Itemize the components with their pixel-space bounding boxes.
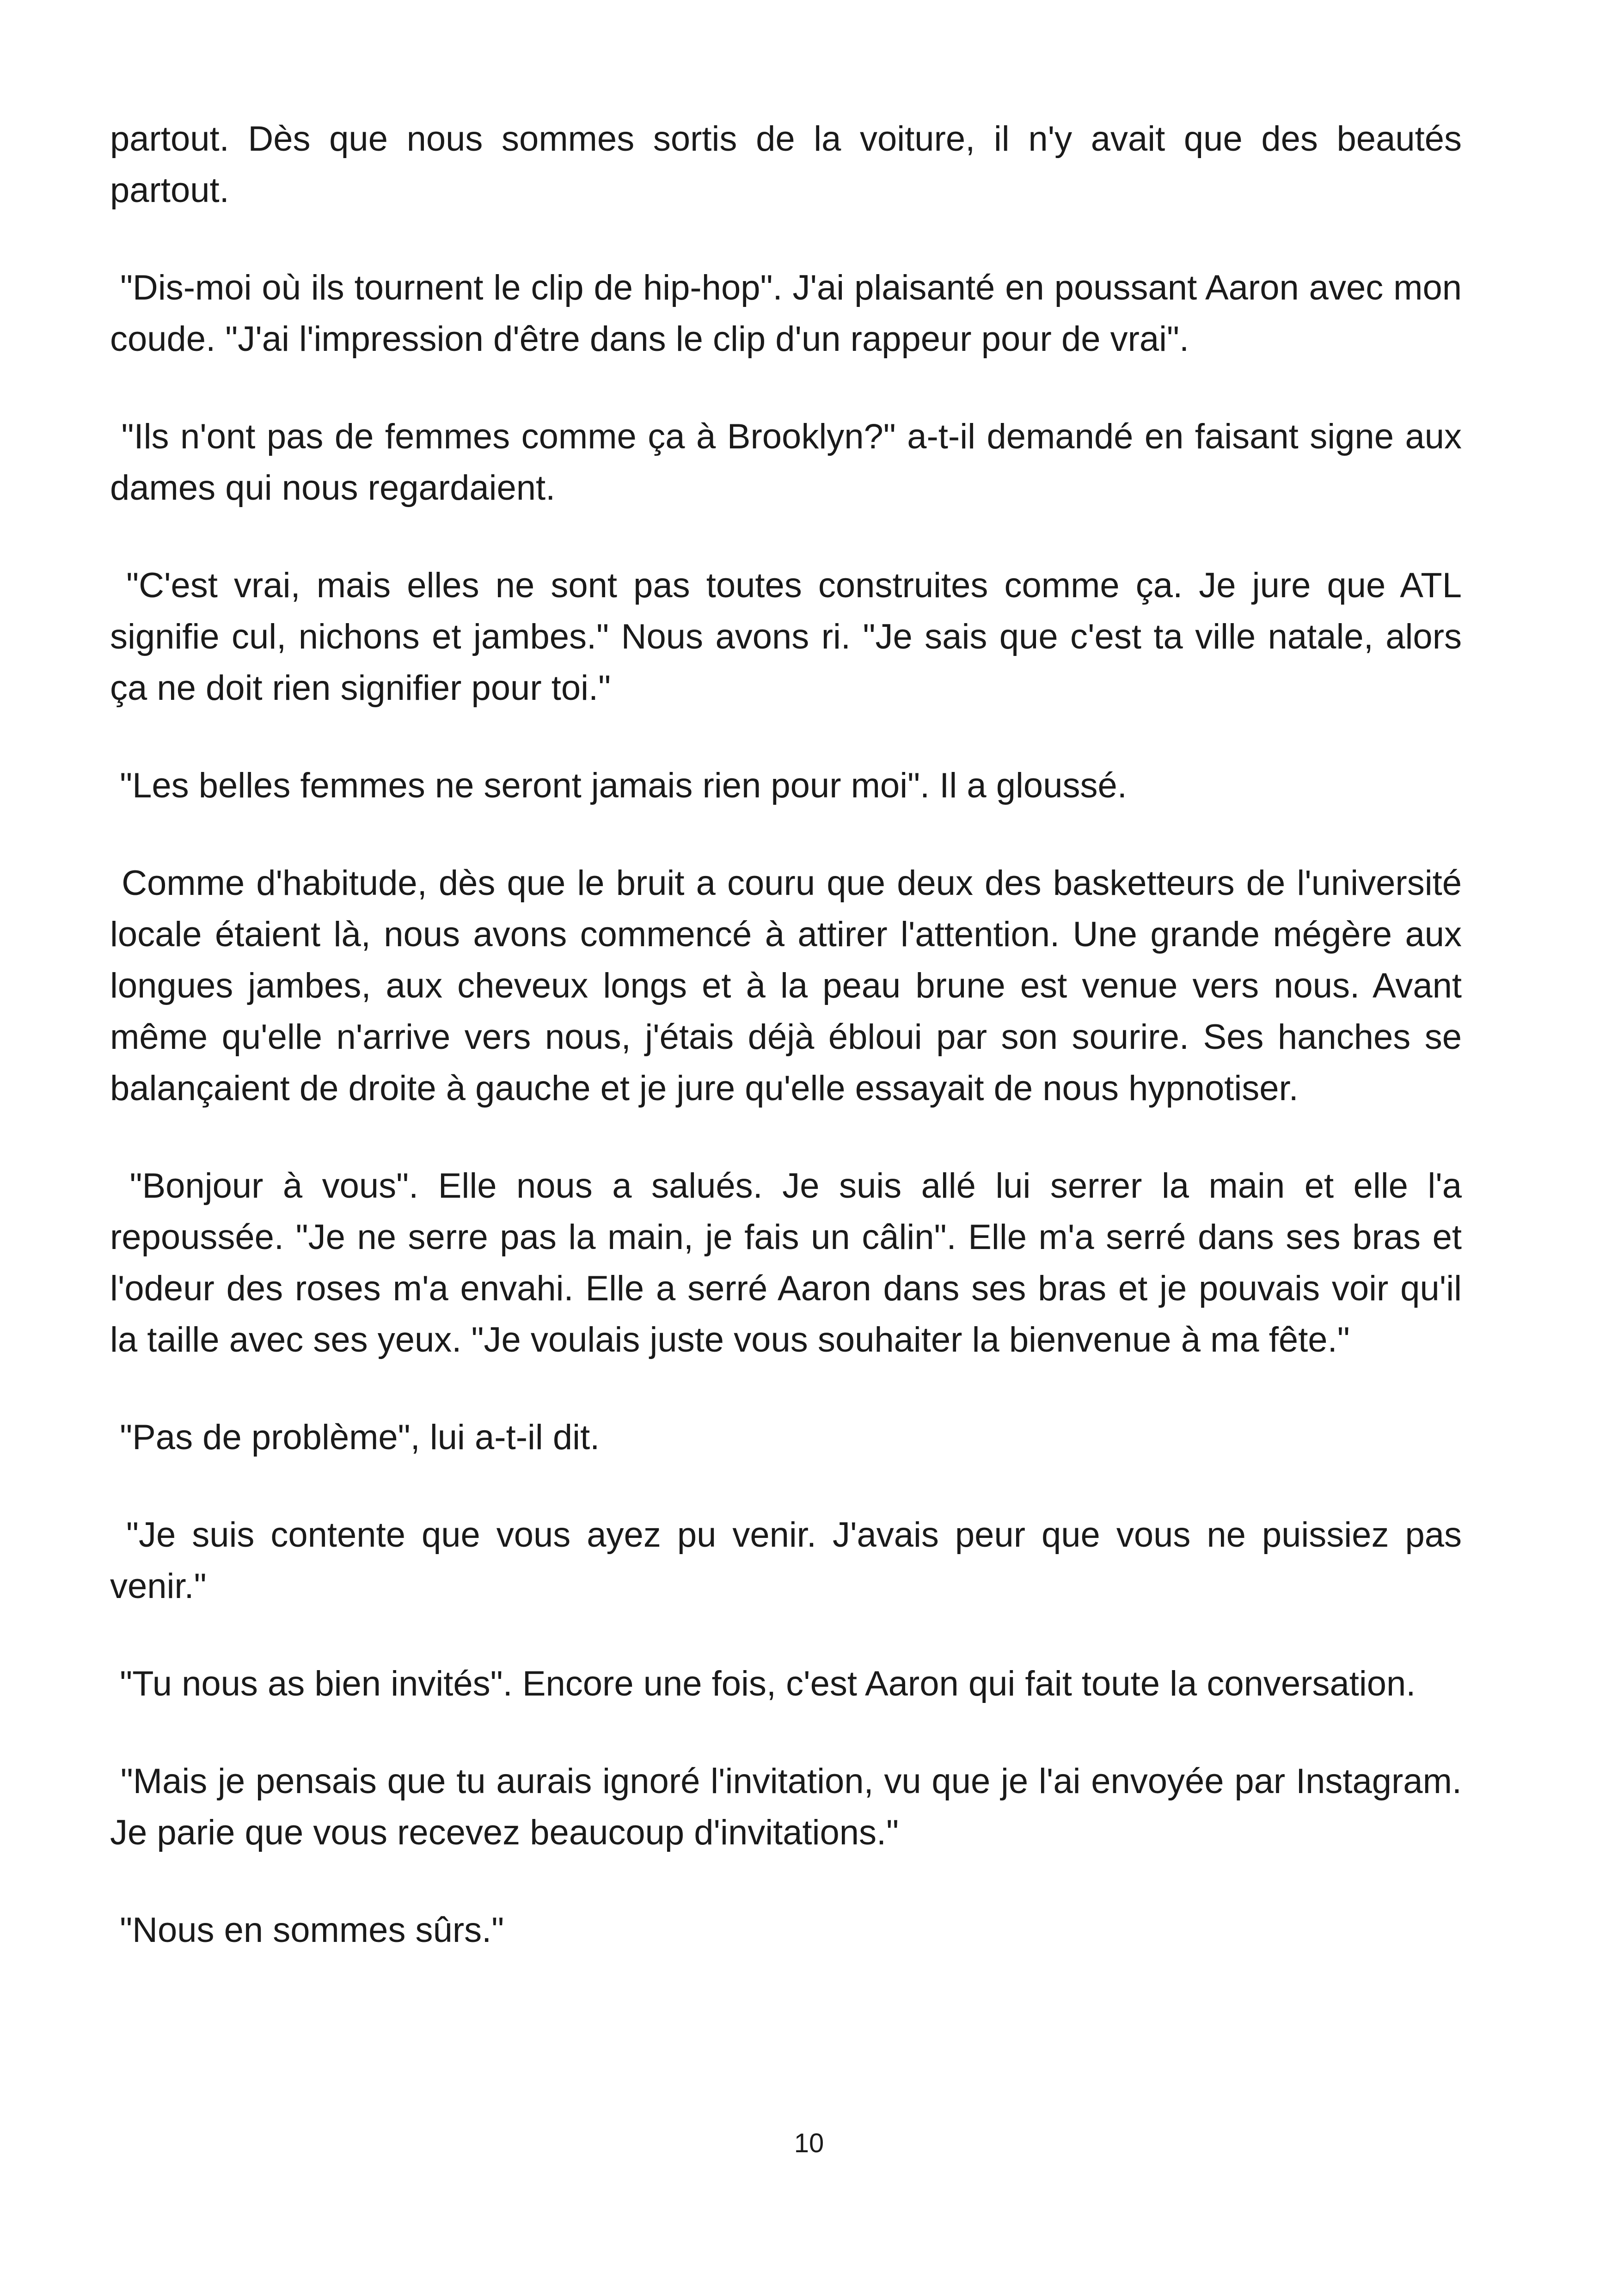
paragraph: "Les belles femmes ne seront jamais rien pour moi". Il a gloussé. [110, 766, 1127, 805]
page-body-text [110, 113, 1472, 2002]
paragraph: Comme d'habitude, dès que le bruit a couru que deux des basketteurs de l'université locale étaient là, nous avons commencé à attirer l'attention. Une grande mégère aux longues jambes, aux cheveux longs et à la peau brune est venue vers nous. Avant même qu'elle n'arrive vers nous, j'étais déjà ébloui par son sourire. Ses hanches se balançaient de droite à gauche et je jure qu'elle essayait de nous hypnotiser. [110, 863, 1472, 1108]
paragraph: "Ils n'ont pas de femmes comme ça à Brooklyn?" a-t-il demandé en faisant signe aux dames qui nous regardaient. [110, 417, 1472, 508]
paragraph: "Bonjour à vous". Elle nous a salués. Je suis allé lui serrer la main et elle l'a repoussée. "Je ne serre pas la main, je fais un câlin". Elle m'a serré dans ses bras et l'odeur des roses m'a envahi. Elle a serré Aaron dans ses bras et je pouvais voir qu'il la taille avec ses yeux. "Je voulais juste vous souhaiter la bienvenue à ma fête." [110, 1166, 1472, 1359]
paragraph: "Mais je pensais que tu aurais ignoré l'invitation, vu que je l'ai envoyée par Instagram. Je parie que vous recevez beaucoup d'invitations." [110, 1762, 1472, 1852]
paragraph: "C'est vrai, mais elles ne sont pas toutes construites comme ça. Je jure que ATL signifie cul, nichons et jambes." Nous avons ri. "Je sais que c'est ta ville natale, alors ça ne doit rien signifier pour toi." [110, 566, 1472, 708]
paragraph: partout. Dès que nous sommes sortis de la voiture, il n'y avait que des beautés partout. [110, 119, 1472, 210]
paragraph: "Nous en sommes sûrs." [110, 1910, 504, 1950]
paragraph: "Tu nous as bien invités". Encore une fois, c'est Aaron qui fait toute la conversation. [110, 1664, 1416, 1703]
paragraph: "Dis-moi où ils tournent le clip de hip-hop". J'ai plaisanté en poussant Aaron avec mon coude. "J'ai l'impression d'être dans le clip d'un rappeur pour de vrai". [110, 268, 1472, 359]
page-number: 10 [794, 2128, 824, 2158]
paragraph: "Je suis contente que vous ayez pu venir. J'avais peur que vous ne puissiez pas venir." [110, 1515, 1472, 1606]
paragraph: "Pas de problème", lui a-t-il dit. [110, 1418, 600, 1457]
